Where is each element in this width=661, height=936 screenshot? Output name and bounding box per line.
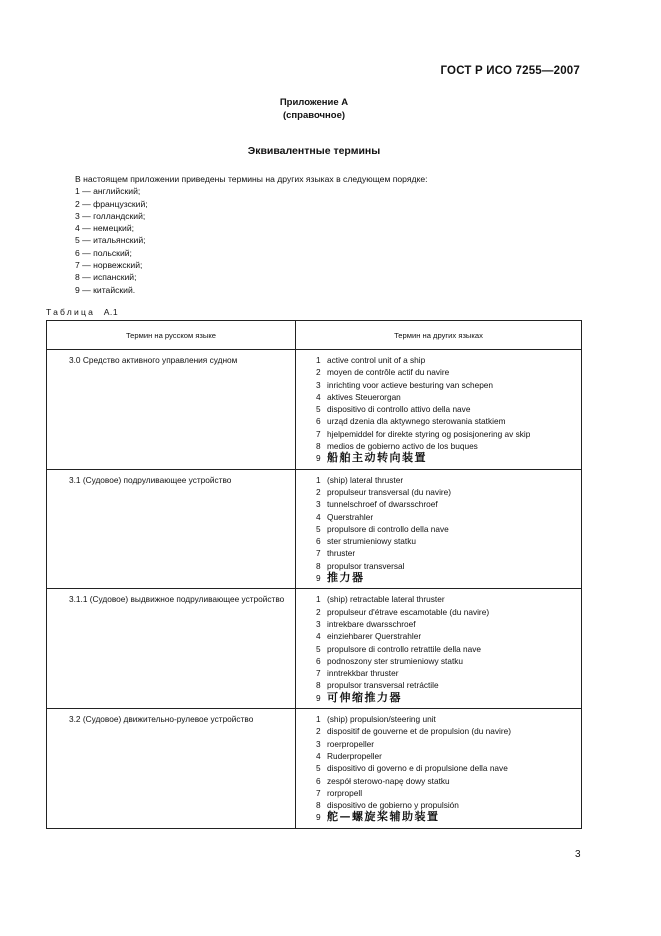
language-number: 2 [316, 606, 321, 617]
table-row [47, 469, 582, 589]
table-caption-label: Таблица [46, 307, 96, 317]
table-row [47, 709, 582, 829]
language-number: 9 [316, 573, 321, 584]
foreign-term: einziehbarer Querstrahler [327, 631, 422, 642]
foreign-term: roerpropeller [327, 738, 375, 749]
foreign-term-line [316, 486, 575, 498]
foreign-term: 推力器 [327, 571, 365, 585]
foreign-term-line [316, 403, 575, 415]
annex-title-block [0, 96, 628, 122]
foreign-term: inrichting voor actieve besturing van schepen [327, 379, 494, 390]
foreign-term-line [316, 593, 575, 605]
language-number: 6 [316, 416, 321, 427]
foreign-term: intrekbare dwarsschroef [327, 618, 416, 629]
foreign-term-line [316, 630, 575, 642]
foreign-term-line [316, 725, 575, 737]
foreign-term: propulsore di controllo retrattile della nave [327, 643, 482, 654]
language-number: 3 [316, 738, 321, 749]
language-number: 9 [316, 453, 321, 464]
foreign-term: propulsore di controllo della nave [327, 523, 449, 534]
russian-term-cell [47, 350, 296, 470]
russian-term-cell [47, 469, 296, 589]
foreign-term-line [316, 428, 575, 440]
list-item: 2 — французский; [75, 198, 148, 209]
foreign-term-line [316, 692, 575, 704]
foreign-term-line [316, 606, 575, 618]
list-item: 6 — польский; [75, 247, 132, 258]
foreign-term: moyen de contrôle actif du navire [327, 367, 450, 378]
language-number: 3 [316, 618, 321, 629]
language-number: 5 [316, 404, 321, 415]
language-number: 9 [316, 812, 321, 823]
foreign-term-line [316, 498, 575, 510]
column-header-other-languages: Термин на других языках [296, 321, 582, 350]
language-number: 6 [316, 775, 321, 786]
foreign-term-line [316, 572, 575, 584]
language-number: 4 [316, 631, 321, 642]
foreign-term: dispositivo de gobierno y propulsión [327, 800, 459, 811]
annex-title: Приложение А [279, 97, 349, 108]
language-number: 3 [316, 379, 321, 390]
foreign-term: zespół sterowo-napę dowy statku [327, 775, 450, 786]
foreign-term: propulsor transversal retráctile [327, 680, 439, 691]
foreign-term-line [316, 713, 575, 725]
list-item: 5 — итальянский; [75, 235, 146, 246]
foreign-term: inntrekkbar thruster [327, 668, 399, 679]
foreign-term: active control unit of a ship [327, 355, 426, 365]
foreign-term: podnoszony ster strumieniowy statku [327, 655, 464, 666]
language-number: 2 [316, 367, 321, 378]
language-number: 5 [316, 523, 321, 534]
annex-subtitle: (справочное) [282, 110, 346, 121]
foreign-term-line [316, 750, 575, 762]
list-item: 9 — китайский. [75, 284, 136, 295]
foreign-term-line [316, 391, 575, 403]
foreign-term: (ship) lateral thruster [327, 474, 404, 485]
language-number: 8 [316, 800, 321, 811]
foreign-terms-cell [296, 709, 582, 829]
section-heading: Эквивалентные термины [247, 145, 381, 157]
column-header-russian: Термин на русском языке [47, 321, 296, 350]
language-number: 4 [316, 391, 321, 402]
foreign-term-line [316, 775, 575, 787]
language-number: 8 [316, 441, 321, 452]
foreign-term-line [316, 452, 575, 464]
language-number: 7 [316, 668, 321, 679]
intro-block [75, 173, 428, 296]
terms-table [46, 320, 582, 829]
russian-term-cell [47, 589, 296, 709]
list-item: 3 — голландский; [75, 210, 146, 221]
language-number: 7 [316, 548, 321, 559]
foreign-term-line [316, 547, 575, 559]
foreign-term-line [316, 811, 575, 823]
language-number: 2 [316, 726, 321, 737]
table-body [47, 350, 582, 829]
foreign-term: 舵—螺旋桨辅助装置 [327, 810, 440, 824]
foreign-term: medios de gobierno activo de los buques [327, 441, 478, 452]
list-item: 7 — норвежский; [75, 260, 143, 271]
foreign-term-line [316, 655, 575, 667]
foreign-term-line [316, 643, 575, 655]
page-number: 3 [575, 849, 581, 860]
language-number: 3 [316, 499, 321, 510]
language-number: 1 [316, 355, 321, 365]
foreign-term: urząd dzenia dla aktywnego sterowania statkiem [327, 416, 506, 427]
table-caption-number: А.1 [103, 307, 119, 317]
table-row [47, 589, 582, 709]
language-number: 5 [316, 763, 321, 774]
foreign-term: (ship) retractable lateral thruster [327, 594, 445, 605]
intro-text: В настоящем приложении приведены термины на других языках в следующем порядке: [75, 174, 428, 184]
document-code: ГОСТ Р ИСО 7255—2007 [440, 65, 580, 77]
foreign-terms-cell [296, 589, 582, 709]
foreign-terms-cell [296, 469, 582, 589]
language-number: 2 [316, 486, 321, 497]
language-number: 6 [316, 655, 321, 666]
foreign-term-line [316, 738, 575, 750]
list-item: 8 — испанский; [75, 272, 137, 283]
foreign-term-line [316, 667, 575, 679]
foreign-term: propulsor transversal [327, 560, 405, 571]
foreign-term: propulseur d'étrave escamotable (du navire) [327, 606, 490, 617]
language-number: 1 [316, 474, 321, 485]
foreign-term: dispositif de gouverne et de propulsion (du navire) [327, 726, 512, 737]
language-number: 6 [316, 536, 321, 547]
table-row [47, 350, 582, 470]
language-number: 8 [316, 560, 321, 571]
table-header-row [47, 321, 582, 350]
foreign-term-line [316, 511, 575, 523]
language-number: 4 [316, 750, 321, 761]
russian-term: 3.2 (Судовое) движительно-рулевое устройство [69, 714, 254, 725]
foreign-term: rorpropell [327, 787, 363, 798]
table-caption [46, 307, 118, 317]
language-number: 1 [316, 714, 321, 725]
list-item: 4 — немецкий; [75, 223, 135, 234]
language-number: 4 [316, 511, 321, 522]
language-number: 5 [316, 643, 321, 654]
foreign-term-line [316, 523, 575, 535]
list-item: 1 — английский; [75, 186, 141, 197]
russian-term: 3.1 (Судовое) подруливающее устройство [69, 474, 232, 485]
foreign-term-line [316, 379, 575, 391]
foreign-term: dispositivo di governo e di propulsione della nave [327, 763, 508, 774]
language-number: 8 [316, 680, 321, 691]
foreign-term-line [316, 366, 575, 378]
foreign-term: 可伸缩推力器 [327, 690, 402, 704]
foreign-term-line [316, 762, 575, 774]
foreign-term: ster strumieniowy statku [327, 536, 416, 547]
language-number: 7 [316, 787, 321, 798]
russian-term: 3.1.1 (Судовое) выдвижное подруливающее устройство [69, 594, 285, 605]
russian-term-cell [47, 709, 296, 829]
foreign-term: dispositivo di controllo attivo della nave [327, 404, 471, 415]
foreign-terms-cell [296, 350, 582, 470]
foreign-term: thruster [327, 548, 356, 559]
foreign-term: 船舶主动转向装置 [327, 451, 427, 465]
foreign-term-line [316, 474, 575, 486]
language-number: 7 [316, 428, 321, 439]
foreign-term: aktives Steuerorgan [327, 391, 401, 402]
language-number: 1 [316, 594, 321, 605]
foreign-term-line [316, 415, 575, 427]
foreign-term-line [316, 354, 575, 366]
language-number: 9 [316, 692, 321, 703]
foreign-term: tunnelschroef of dwarsschroef [327, 499, 438, 510]
language-list [75, 185, 428, 296]
foreign-term-line [316, 535, 575, 547]
foreign-term: Ruderpropeller [327, 750, 382, 761]
russian-term: 3.0 Средство активного управления судном [69, 355, 238, 365]
foreign-term: hjelpemiddel for direkte styring og posisjonering av skip [327, 428, 531, 439]
foreign-term-line [316, 787, 575, 799]
foreign-term-line [316, 618, 575, 630]
foreign-term: (ship) propulsion/steering unit [327, 714, 436, 725]
foreign-term: Querstrahler [327, 511, 374, 522]
foreign-term: propulseur transversal (du navire) [327, 486, 452, 497]
